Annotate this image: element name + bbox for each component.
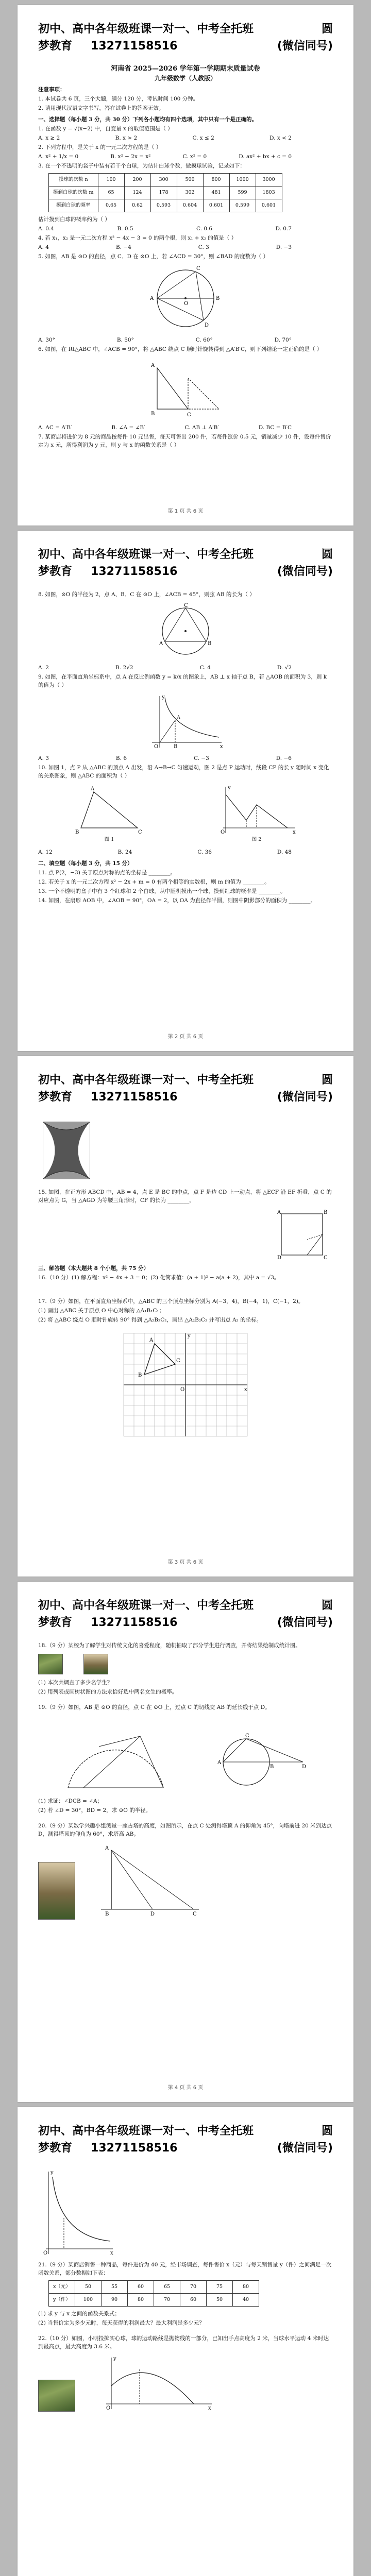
page-5	[18, 2107, 353, 2576]
circle-diagram	[147, 265, 224, 332]
option: A. 2	[38, 665, 49, 671]
table-cell: 75	[207, 2281, 233, 2294]
label-a: A	[217, 1760, 222, 1766]
q19-figure-1	[63, 1716, 166, 1793]
label-c: C	[196, 266, 200, 272]
table-row	[49, 2294, 259, 2307]
table-cell: 124	[124, 187, 150, 199]
option: C. x² = 0	[182, 154, 207, 160]
table-cell: 302	[177, 187, 203, 199]
option: A. 4	[38, 244, 49, 250]
header-line2: 梦教育	[38, 1616, 73, 1629]
pagoda-photo	[38, 1862, 75, 1920]
label-o: O	[184, 301, 189, 307]
label-x: x	[244, 1387, 247, 1393]
option: C. 0.6	[196, 226, 213, 232]
page-body	[18, 580, 353, 905]
section-3-title: 三、解答题（本大题共 8 个小题，共 75 分）	[38, 1265, 149, 1272]
option: A. 30°	[38, 337, 55, 343]
table-cell: 599	[229, 187, 256, 199]
question-17: 17.（9 分）如图，在平面直角坐标系中，△ABC 的三个顶点坐标分别为 A(−3，4)，B(−4，1)，C(−1，2)。	[38, 1298, 304, 1304]
question-7: 7. 某商店将进价为 8 元的商品按每件 10 元出售，每天可售出 200 件，若每件涨价 0.5 元，销量减少 10 件，设每件售价定为 x 元，所得利润为 y 元，则 y 与 x 的函数关系是（ ）	[38, 434, 331, 448]
table-cell: 300	[150, 174, 177, 187]
header-line1-tail: 圆	[321, 1599, 333, 1612]
page-4	[18, 1582, 353, 2102]
q10-options	[38, 848, 333, 856]
question-15: 15. 如图，在正方形 ABCD 中，AB = 4，点 E 是 BC 的中点，点 F 是边 CD 上一动点，将 △ECF 沿 EF 折叠，点 C 的对应点为 G，当 △AGD 为等腰三角形时，CF 的长为 ________。	[38, 1189, 332, 1204]
label-d: D	[150, 1911, 155, 1917]
table-cell: 1803	[256, 187, 282, 199]
figure-caption: 图 2	[251, 837, 262, 842]
page-3	[18, 1056, 353, 1577]
table-cell: 60	[128, 2281, 154, 2294]
page-footer: 第 1 页 共 6 页	[167, 509, 204, 514]
header-line2: 梦教育	[38, 565, 73, 578]
figure-caption: 图 1	[104, 837, 114, 842]
q20-figure	[91, 1842, 204, 1920]
label-b: B	[138, 1372, 142, 1378]
q6-options	[38, 423, 333, 432]
option: D. −6	[276, 755, 292, 761]
table-cell: 0.604	[177, 199, 203, 212]
label-d: D	[302, 1764, 307, 1770]
table-cell: 0.593	[150, 199, 177, 212]
table-cell: 0.599	[229, 199, 256, 212]
question-19b: (2) 若 ∠D = 30°，BD = 2，求 ⊙O 的半径。	[38, 1807, 151, 1814]
page-header	[18, 2107, 353, 2157]
option: D. 70°	[274, 337, 292, 343]
option: D. 0.7	[275, 226, 292, 232]
q22-figure	[101, 2355, 214, 2412]
decreasing-curve-graph	[38, 2169, 115, 2257]
section-1-title: 一、选择题（每小题 3 分，共 30 分）下列各小题均有四个选项，其中只有一个是正确的。	[38, 116, 258, 123]
notice-2: 2. 请用现代汉语文字书写，答在试卷上的答案无效。	[38, 105, 164, 111]
option: A. 12	[38, 849, 53, 855]
page-footer: 第 2 页 共 6 页	[167, 1034, 204, 1040]
function-graph	[215, 784, 298, 836]
option: B. 6	[115, 755, 127, 761]
page-header	[18, 5, 353, 55]
table-cell: 80	[128, 2294, 154, 2307]
option: C. AB ⊥ A′B′	[184, 425, 219, 431]
q8-figure-row	[38, 603, 333, 659]
label-b: B	[105, 1911, 109, 1917]
label-a: A	[105, 1845, 109, 1851]
question-16: 16.（10 分）(1) 解方程：x² − 4x + 3 = 0；(2) 化简求值：(a + 1)² − a(a + 2)，其中 a = √3。	[38, 1275, 280, 1281]
table-row	[49, 187, 282, 199]
q10-figure-2	[215, 784, 298, 844]
label-o: O	[106, 2405, 111, 2411]
table-cell: 65	[154, 2281, 180, 2294]
q5-options	[38, 336, 333, 344]
label-y: y	[162, 694, 165, 700]
table-cell: 60	[180, 2294, 207, 2307]
shaded-sector-diagram	[38, 1117, 95, 1184]
label-y: y	[228, 785, 231, 791]
label-y: y	[113, 2356, 116, 2362]
table-cell: 摸到白球的次数 m	[49, 187, 98, 199]
question-13: 13. 一个不透明的盒子中有 3 个红球和 2 个白球，从中随机摸出一个球，摸到红球的概率是 ________。	[38, 888, 286, 894]
exam-subtitle: 九年级数学（人教版）	[154, 75, 216, 82]
label-o: O	[43, 2250, 48, 2256]
q8-options	[38, 664, 333, 672]
label-a: A	[159, 641, 163, 647]
q3-options	[38, 225, 333, 233]
q14-figure	[38, 1117, 95, 1184]
label-y: y	[188, 1333, 191, 1339]
label-o: O	[180, 1387, 185, 1393]
q1-options	[38, 134, 333, 142]
table-cell: 55	[102, 2281, 128, 2294]
shot-put-photo	[38, 2380, 75, 2412]
label-a: A	[151, 363, 155, 368]
table-cell: 100	[98, 174, 124, 187]
question-8: 8. 如图，⊙O 的半径为 2，点 A、B、C 在 ⊙O 上，∠ACB = 45°，则弦 AB 的长为（ ）	[38, 591, 255, 598]
header-line1-tail: 圆	[321, 2125, 333, 2138]
table-cell: 90	[102, 2294, 128, 2307]
q15-figure-row	[38, 1209, 333, 1260]
page-2	[18, 531, 353, 1051]
question-6: 6. 如图，在 Rt△ABC 中，∠ACB = 90°，将 △ABC 绕点 C 顺时针旋转得到 △A′B′C，则下列结论一定正确的是（ ）	[38, 346, 323, 352]
label-d: D	[205, 323, 209, 328]
table-cell: 0.601	[203, 199, 229, 212]
label-c: C	[176, 1358, 180, 1364]
label-b: B	[216, 296, 220, 301]
header-line2: 梦教育	[38, 1091, 73, 1104]
page-footer: 第 4 页 共 6 页	[167, 2085, 204, 2091]
header-line1: 初中、高中各年级班课一对一、中考全托班	[38, 1599, 254, 1612]
table-cell: 50	[75, 2281, 102, 2294]
table-cell: 481	[203, 187, 229, 199]
q5-figure	[147, 265, 224, 332]
q17-figure-row	[38, 1328, 333, 1442]
label-x: x	[220, 744, 223, 750]
option: B. ∠A = ∠B′	[111, 425, 145, 431]
table-cell: 500	[177, 174, 203, 187]
label-c: C	[187, 412, 191, 418]
q10-figure-1	[73, 784, 145, 844]
q20-figure-row	[38, 1842, 333, 1920]
question-3: 3. 在一个不透明的袋子中装有若干个白球，为估计白球个数，做摸球试验，记录如下：	[38, 163, 245, 169]
q4-options	[38, 243, 333, 251]
table-cell: 70	[154, 2294, 180, 2307]
page-body	[18, 2157, 353, 2412]
elevation-angle-diagram	[91, 1842, 204, 1920]
tangent-diagram	[63, 1716, 166, 1793]
question-10: 10. 如图 1，点 P 从 △ABC 的顶点 A 出发，沿 A→B→C 匀速运动，图 2 是点 P 运动时，线段 CP 的长 y 随时间 x 变化的关系图象，则 △ABC 的面积为（ ）	[38, 765, 329, 779]
question-14: 14. 如图，在扇形 AOB 中，∠AOB = 90°，OA = 2，以 OA 为直径作半圆，则图中阴影部分的面积为 ________。	[38, 897, 316, 904]
q18-figure-row	[38, 1654, 333, 1674]
option: C. x ≤ 2	[192, 135, 214, 141]
label-d: D	[277, 1255, 282, 1260]
label-c: C	[193, 1911, 197, 1917]
label-x: x	[110, 2250, 113, 2256]
table-cell: x（元）	[49, 2281, 75, 2294]
question-21: 21.（9 分）某商店销售一种商品，每件进价为 40 元，经市场调查，每件售价 x（元）与每天销售量 y（件）之间满足一次函数关系，部分数据如下表：	[38, 2262, 332, 2276]
label-a: A	[177, 715, 181, 721]
label-o: O	[154, 744, 159, 750]
header-phone: 13271158516	[91, 1091, 178, 1104]
label-b: B	[174, 744, 178, 750]
header-phone: 13271158516	[91, 40, 178, 53]
label-a: A	[277, 1210, 281, 1215]
q22-figure-row	[38, 2355, 333, 2412]
table-cell: y（件）	[49, 2294, 75, 2307]
label-b: B	[208, 641, 212, 647]
label-b: B	[324, 1210, 328, 1215]
table-cell: 178	[150, 187, 177, 199]
header-phone: 13271158516	[91, 2142, 178, 2155]
question-21b: (2) 当售价定为多少元时，每天获得的利润最大？最大利润是多少元？	[38, 2320, 205, 2326]
header-phone: 13271158516	[91, 565, 178, 578]
page-header	[18, 531, 353, 580]
page-body	[18, 1106, 353, 1442]
table-cell: 1000	[229, 174, 256, 187]
header-line2: 梦教育	[38, 2142, 73, 2155]
question-19: 19.（9 分）如图，AB 是 ⊙O 的直径，点 C 在 ⊙O 上，过点 C 的切线交 AB 的延长线于点 D。	[38, 1704, 271, 1710]
table-cell: 3000	[256, 174, 282, 187]
header-wechat: (微信同号)	[277, 2142, 333, 2155]
q3-table	[48, 173, 282, 212]
option: C. 4	[199, 665, 211, 671]
table-cell: 0.62	[124, 199, 150, 212]
header-line1: 初中、高中各年级班课一对一、中考全托班	[38, 2125, 254, 2138]
q6-figure-row	[38, 358, 333, 419]
option: A. x ≥ 2	[38, 135, 60, 141]
label-b: B	[270, 1764, 274, 1770]
label-x: x	[293, 829, 296, 835]
header-wechat: (微信同号)	[277, 565, 333, 578]
q9-figure	[147, 693, 224, 750]
label-y: y	[50, 2170, 54, 2176]
parabola-figure-row	[38, 2169, 333, 2257]
table-cell: 0.65	[98, 199, 124, 212]
circle-right-triangle-diagram	[215, 1731, 308, 1793]
label-x: x	[208, 2405, 211, 2411]
page-header	[18, 1582, 353, 1631]
question-12: 12. 若关于 x 的一元二次方程 x² − 2x + m = 0 有两个相等的实数根，则 m 的值为 ________。	[38, 879, 270, 885]
question-3-tail: 估计摸到白球的概率约为（ ）	[38, 216, 110, 223]
header-line1: 初中、高中各年级班课一对一、中考全托班	[38, 1074, 254, 1087]
header-line1-tail: 圆	[321, 1074, 333, 1087]
survey-photo	[83, 1654, 108, 1674]
table-row	[49, 199, 282, 212]
page-footer: 第 3 页 共 6 页	[167, 1560, 204, 1565]
header-line2: 梦教育	[38, 40, 73, 53]
section-2-title: 二、填空题（每小题 3 分，共 15 分）	[38, 860, 133, 867]
page-header	[18, 1056, 353, 1106]
page-1	[18, 5, 353, 526]
question-17a: (1) 画出 △ABC 关于原点 O 中心对称的 △A₁B₁C₁；	[38, 1308, 165, 1314]
header-line1-tail: 圆	[321, 548, 333, 561]
question-20: 20.（9 分）某数学兴趣小组测量一座古塔的高度，如图所示，在点 C 处测得塔顶 A 的仰角为 45°，向塔前进 20 米到达点 D，测得塔顶的仰角为 60°，求塔高 AB。	[38, 1823, 332, 1837]
page-body	[18, 55, 353, 449]
header-wechat: (微信同号)	[277, 40, 333, 53]
option: D. 48	[277, 849, 292, 855]
option: A. x² + 1/x = 0	[38, 154, 79, 160]
square-fold-diagram	[276, 1209, 333, 1260]
option: C. 60°	[195, 337, 213, 343]
label-o: O	[221, 829, 225, 835]
parabola-figure	[38, 2169, 115, 2257]
option: A. 3	[38, 755, 49, 761]
table-row	[49, 174, 282, 187]
label-c: C	[138, 829, 142, 835]
option: B. −4	[115, 244, 131, 250]
q17-grid-figure	[119, 1328, 252, 1442]
q8-figure	[157, 603, 214, 659]
option: D. x < 2	[269, 135, 292, 141]
q9-figure-row	[38, 693, 333, 750]
table-cell: 80	[233, 2281, 259, 2294]
table-cell: 800	[203, 174, 229, 187]
option: C. −3	[193, 755, 209, 761]
header-line1: 初中、高中各年级班课一对一、中考全托班	[38, 23, 254, 36]
q15-figure	[276, 1209, 333, 1260]
label-b: B	[151, 411, 155, 417]
table-row	[49, 2281, 259, 2294]
table-cell: 70	[180, 2281, 207, 2294]
header-wechat: (微信同号)	[277, 1616, 333, 1629]
option: B. 24	[117, 849, 132, 855]
label-c: C	[184, 603, 188, 608]
table-cell: 200	[124, 174, 150, 187]
question-11: 11. 点 P(2，−3) 关于原点对称的点的坐标是 ________。	[38, 870, 176, 876]
option: B. x² − 2x = x²	[110, 154, 151, 160]
q19-figure-2	[215, 1731, 308, 1793]
rotation-diagram	[147, 358, 224, 419]
header-line1-tail: 圆	[321, 23, 333, 36]
exam-title: 河南省 2025—2026 学年第一学期期末质量试卷	[111, 65, 260, 73]
question-22: 22.（10 分）如图，小明投掷实心球，球的运动路线是抛物线的一部分，已知出手点高度为 2 米，当球水平运动 4 米时达到最高点，最大高度为 3.6 米。	[38, 2335, 329, 2350]
question-1: 1. 在函数 y = √(x−2) 中，自变量 x 的取值范围是（ ）	[38, 126, 173, 132]
q6-figure	[147, 358, 224, 419]
question-18: 18.（9 分）某校为了解学生对传统文化的喜爱程度，随机抽取了部分学生进行调查，并将结果绘制成统计图。	[38, 1642, 301, 1649]
header-line1: 初中、高中各年级班课一对一、中考全托班	[38, 548, 254, 561]
parabola-trajectory	[101, 2355, 214, 2412]
option: A. 0.4	[38, 226, 54, 232]
notice-title: 注意事项：	[38, 87, 65, 93]
question-18b: (2) 用列表或画树状图的方法求恰好选中两名女生的概率。	[38, 1689, 178, 1695]
table-cell: 摸球的次数 n	[49, 174, 98, 187]
survey-photo	[38, 1654, 63, 1674]
question-19a: (1) 求证：∠DCB = ∠A；	[38, 1798, 103, 1804]
q19-figure-row	[38, 1716, 333, 1793]
q21-table	[48, 2280, 259, 2307]
question-4: 4. 若 x₁，x₂ 是一元二次方程 x² − 4x − 3 = 0 的两个根，则 x₁ + x₂ 的值是（ ）	[38, 235, 237, 241]
option: B. 50°	[116, 337, 134, 343]
table-cell: 65	[98, 187, 124, 199]
option: D. ax² + bx + c = 0	[239, 154, 292, 160]
triangle-diagram	[73, 784, 145, 836]
circle-chord-diagram	[157, 603, 214, 659]
coordinate-grid	[119, 1328, 252, 1442]
table-cell: 0.601	[256, 199, 282, 212]
question-17b: (2) 将 △ABC 绕点 O 顺时针旋转 90° 得到 △A₂B₂C₂，画出 △A₂B₂C₂ 并写出点 A₂ 的坐标。	[38, 1317, 262, 1323]
question-21a: (1) 求 y 与 x 之间的函数关系式；	[38, 2311, 120, 2317]
question-5: 5. 如图，AB 是 ⊙O 的直径，点 C、D 在 ⊙O 上，若 ∠ACD = 30°，则 ∠BAD 的度数为（ ）	[38, 253, 269, 260]
header-wechat: (微信同号)	[277, 1091, 333, 1104]
option: C. 36	[197, 849, 212, 855]
question-2: 2. 下列方程中，是关于 x 的一元二次方程的是（ ）	[38, 144, 162, 150]
label-a: A	[149, 1337, 154, 1343]
table-cell: 50	[207, 2294, 233, 2307]
label-c: C	[324, 1255, 328, 1260]
q14-figure-row	[38, 1117, 333, 1184]
option: B. 0.5	[117, 226, 133, 232]
label-b: B	[75, 829, 79, 835]
option: B. x > 2	[115, 135, 138, 141]
label-c: C	[245, 1733, 249, 1739]
option: D. √2	[277, 665, 292, 671]
option: A. AC = A′B′	[38, 425, 72, 431]
hyperbola-diagram	[147, 693, 224, 750]
question-9: 9. 如图，在平面直角坐标系中，点 A 在反比例函数 y = k/x 的图象上，AB ⊥ x 轴于点 B，若 △AOB 的面积为 3，则 k 的值为（ ）	[38, 674, 327, 688]
table-cell: 摸到白球的频率	[49, 199, 98, 212]
q2-options	[38, 152, 333, 161]
page-body	[18, 1631, 353, 1920]
question-18a: (1) 本次共调查了多少名学生？	[38, 1680, 113, 1686]
header-phone: 13271158516	[91, 1616, 178, 1629]
option: B. 2√2	[115, 665, 133, 671]
table-cell: 40	[233, 2294, 259, 2307]
option: D. −3	[276, 244, 292, 250]
table-cell: 100	[75, 2294, 102, 2307]
q5-figure-row	[38, 265, 333, 332]
q9-options	[38, 754, 333, 762]
label-a: A	[91, 786, 95, 792]
option: D. BC = B′C	[258, 425, 292, 431]
label-a: A	[150, 296, 154, 301]
option: C. 3	[198, 244, 209, 250]
notice-1: 1. 本试卷共 6 页，三个大题，满分 120 分，考试时间 100 分钟。	[38, 96, 199, 102]
q10-figure-row	[38, 784, 333, 844]
